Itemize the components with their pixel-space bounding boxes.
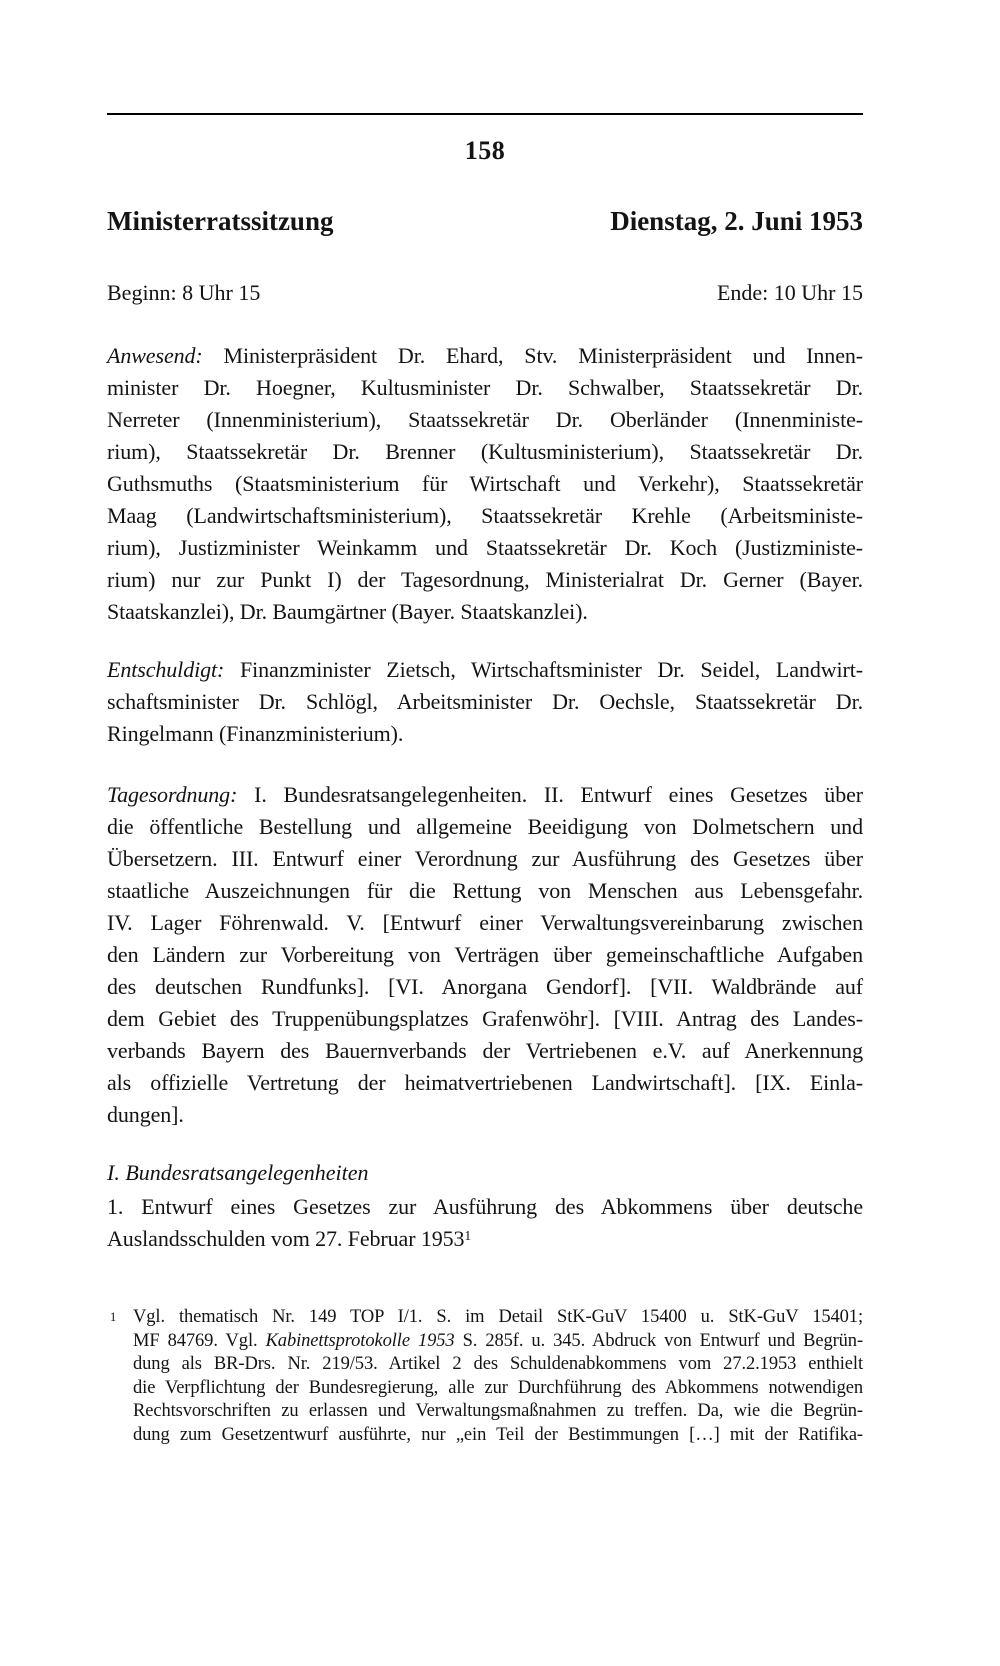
session-begin-time: Beginn: 8 Uhr 15 xyxy=(107,280,261,305)
text-line: MF 84769. Vgl. Kabinettsprotokolle 1953 S. 285f. u. 345. Abdruck von Entwurf und Begrün- xyxy=(133,1330,864,1351)
text-line: minister Dr. Hoegner, Kultusminister Dr. Schwalber, Staatssekretär Dr. xyxy=(107,375,863,400)
section-heading-bundesratsangelegenheiten: I. Bundesratsangelegenheiten xyxy=(107,1160,369,1185)
text-line: dung als BR-Drs. Nr. 219/53. Artikel 2 des Schuldenabkommens vom 27.2.1953 enthielt xyxy=(133,1354,863,1374)
text-line: verbands Bayern des Bauernverbands der Vertriebenen e.V. auf Anerkennung xyxy=(107,1038,863,1063)
page-number: 158 xyxy=(464,136,506,165)
text-line: dem Gebiet des Truppenübungsplatzes Grafenwöhr]. [VIII. Antrag des Landes- xyxy=(107,1006,863,1031)
header-rule xyxy=(107,113,863,115)
text-line: IV. Lager Föhrenwald. V. [Entwurf einer Verwaltungsvereinbarung zwischen xyxy=(107,910,863,935)
text-line: Entschuldigt: Finanzminister Zietsch, Wirtschaftsminister Dr. Seidel, Landwirt- xyxy=(107,657,863,682)
session-header xyxy=(107,206,863,237)
text-line: Auslandsschulden vom 27. Februar 1953$^1$ xyxy=(107,1226,472,1251)
text-line: des deutschen Rundfunks]. [VI. Anorgana Gendorf]. [VII. Waldbrände auf xyxy=(107,974,863,999)
text-line: 1. Entwurf eines Gesetzes zur Ausführung des Abkommens über deutsche xyxy=(107,1194,863,1219)
text-line: rium) nur zur Punkt I) der Tagesordnung, Ministerialrat Dr. Gerner (Bayer. xyxy=(107,567,863,592)
text-line: Tagesordnung: I. Bundesratsangelegenheiten. II. Entwurf eines Gesetzes über xyxy=(107,782,863,807)
text-line: Rechtsvorschriften zu erlassen und Verwaltungsmaßnahmen zu treffen. Da, wie die Begrün- xyxy=(133,1401,863,1421)
paragraph-entschuldigt xyxy=(107,654,863,750)
text-line: den Ländern zur Vorbereitung von Verträgen über gemeinschaftliche Aufgaben xyxy=(107,942,863,967)
text-line: Guthsmuths (Staatsministerium für Wirtschaft und Verkehr), Staatssekretär xyxy=(107,471,863,496)
footnote-1 xyxy=(107,1306,863,1447)
paragraph-tagesordnung xyxy=(107,779,863,1131)
text-line: als offizielle Vertretung der heimatvertriebenen Landwirtschaft]. [IX. Einla- xyxy=(107,1070,863,1095)
session-end-time: Ende: 10 Uhr 15 xyxy=(716,280,863,305)
text-line: dung zum Gesetzentwurf ausführte, nur „ein Teil der Bestimmungen […] mit der Ratifika- xyxy=(133,1424,863,1445)
text-line: Vgl. thematisch Nr. 149 TOP I/1. S. im Detail StK-GuV 15400 u. StK-GuV 15401; xyxy=(133,1307,863,1327)
text-line: die öffentliche Bestellung und allgemeine Beeidigung von Dolmetschern und xyxy=(107,814,863,839)
text-line: rium), Staatssekretär Dr. Brenner (Kultusministerium), Staatssekretär Dr. xyxy=(107,439,863,464)
footnote-marker: 1 xyxy=(110,1310,117,1324)
text-line: Staatskanzlei), Dr. Baumgärtner (Bayer. Staatskanzlei). xyxy=(107,599,588,624)
session-date: Dienstag, 2. Juni 1953 xyxy=(610,206,863,236)
text-line: Übersetzern. III. Entwurf einer Verordnung zur Ausführung des Gesetzes über xyxy=(107,846,863,871)
paragraph-anwesend xyxy=(107,340,863,628)
text-line: rium), Justizminister Weinkamm und Staatssekretär Dr. Koch (Justizministe- xyxy=(107,535,863,560)
text-line: Anwesend: Ministerpräsident Dr. Ehard, Stv. Ministerpräsident und Innen- xyxy=(107,343,863,368)
footnote-text xyxy=(133,1306,863,1447)
text-line: Maag (Landwirtschaftsministerium), Staatssekretär Krehle (Arbeitsministe- xyxy=(107,503,863,528)
times-row xyxy=(107,280,863,306)
text-line: Nerreter (Innenministerium), Staatssekretär Dr. Oberländer (Innenministe- xyxy=(107,407,863,432)
text-line: staatliche Auszeichnungen für die Rettung von Menschen aus Lebensgefahr. xyxy=(107,878,863,903)
text-line: die Verpflichtung der Bundesregierung, alle zur Durchführung des Abkommens notwendigen xyxy=(133,1377,863,1398)
paragraph-agenda-item-1 xyxy=(107,1191,863,1255)
text-line: dungen]. xyxy=(107,1102,184,1127)
text-line: Ringelmann (Finanzministerium). xyxy=(107,721,404,746)
text-line: schaftsminister Dr. Schlögl, Arbeitsminister Dr. Oechsle, Staatssekretär Dr. xyxy=(107,689,863,714)
session-title: Ministerratssitzung xyxy=(107,206,334,236)
